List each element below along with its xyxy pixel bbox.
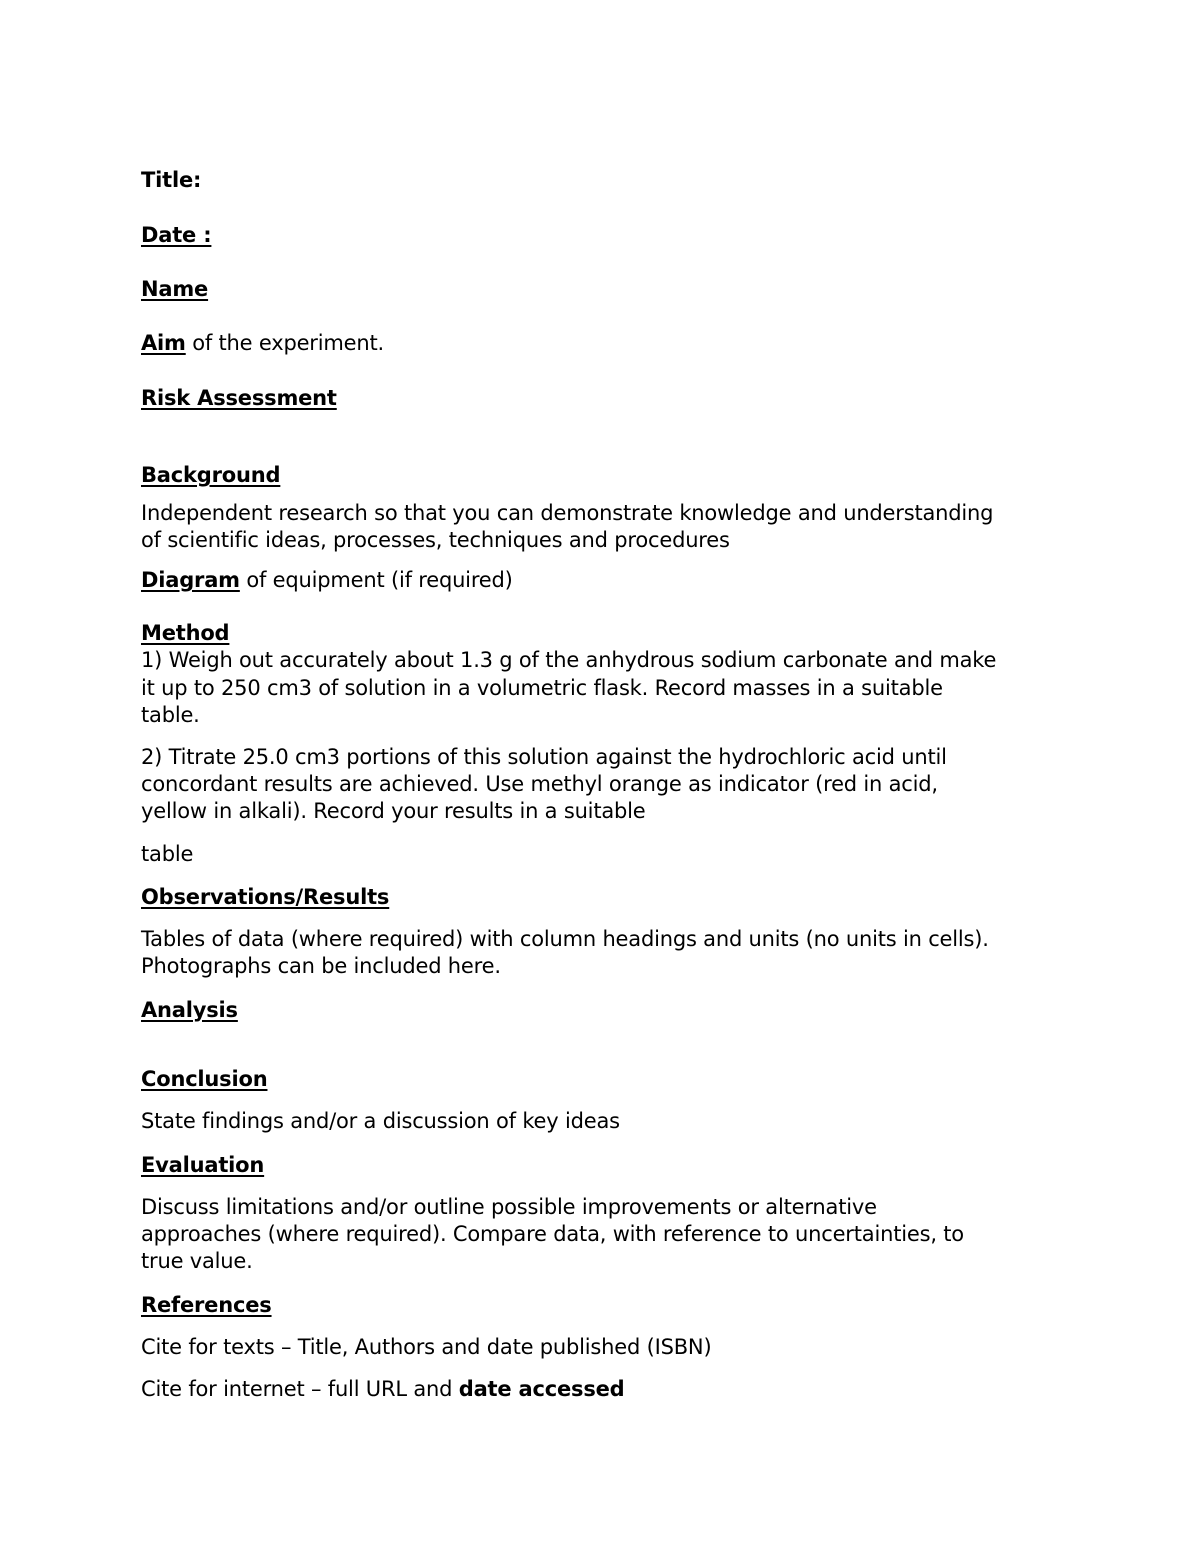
method-step1-line: 1) Weigh out accurately about 1.3 g of the anhydrous sodium carbonate and make (141, 648, 997, 672)
background-line: of scientific ideas, processes, techniques and procedures (141, 528, 730, 552)
background-heading: Background (141, 463, 281, 487)
diagram-line (141, 567, 513, 594)
aim-heading: Aim (141, 331, 186, 355)
evaluation-line: approaches (where required). Compare data, with reference to uncertainties, to (141, 1222, 964, 1246)
observations-line: Photographs can be included here. (141, 954, 501, 978)
conclusion-text: State findings and/or a discussion of key ideas (141, 1109, 620, 1133)
method-step2-tail: table (141, 842, 194, 866)
method-step1-line: it up to 250 cm3 of solution in a volumetric flask. Record masses in a suitable (141, 676, 943, 700)
evaluation-heading: Evaluation (141, 1153, 265, 1177)
evaluation-line: Discuss limitations and/or outline possible improvements or alternative (141, 1195, 877, 1219)
references-internet-text: Cite for internet – full URL and (141, 1377, 459, 1401)
observations-heading: Observations/Results (141, 885, 390, 909)
diagram-heading: Diagram (141, 568, 240, 592)
title-label: Title: (141, 168, 202, 192)
observations-line: Tables of data (where required) with column headings and units (no units in cells). (141, 927, 989, 951)
background-line: Independent research so that you can demonstrate knowledge and understanding (141, 501, 994, 525)
references-date-accessed: date accessed (458, 1377, 625, 1401)
risk-assessment-heading: Risk Assessment (141, 386, 337, 410)
name-label: Name (141, 277, 209, 301)
method-step2-line: yellow in alkali). Record your results in a suitable (141, 799, 646, 823)
method-step2-line: 2) Titrate 25.0 cm3 portions of this solution against the hydrochloric acid until (141, 745, 947, 769)
date-label: Date : (141, 223, 212, 247)
method-step2-line: concordant results are achieved. Use methyl orange as indicator (red in acid, (141, 772, 938, 796)
analysis-heading: Analysis (141, 998, 238, 1022)
references-texts-line: Cite for texts – Title, Authors and date published (ISBN) (141, 1335, 712, 1359)
diagram-text: of equipment (if required) (239, 568, 513, 592)
evaluation-line: true value. (141, 1249, 253, 1273)
method-heading: Method (141, 621, 230, 645)
conclusion-heading: Conclusion (141, 1067, 268, 1091)
aim-text: of the experiment. (185, 331, 384, 355)
method-step1-line: table. (141, 703, 200, 727)
references-internet-line (141, 1376, 625, 1403)
references-heading: References (141, 1293, 272, 1317)
aim-line (141, 330, 384, 357)
